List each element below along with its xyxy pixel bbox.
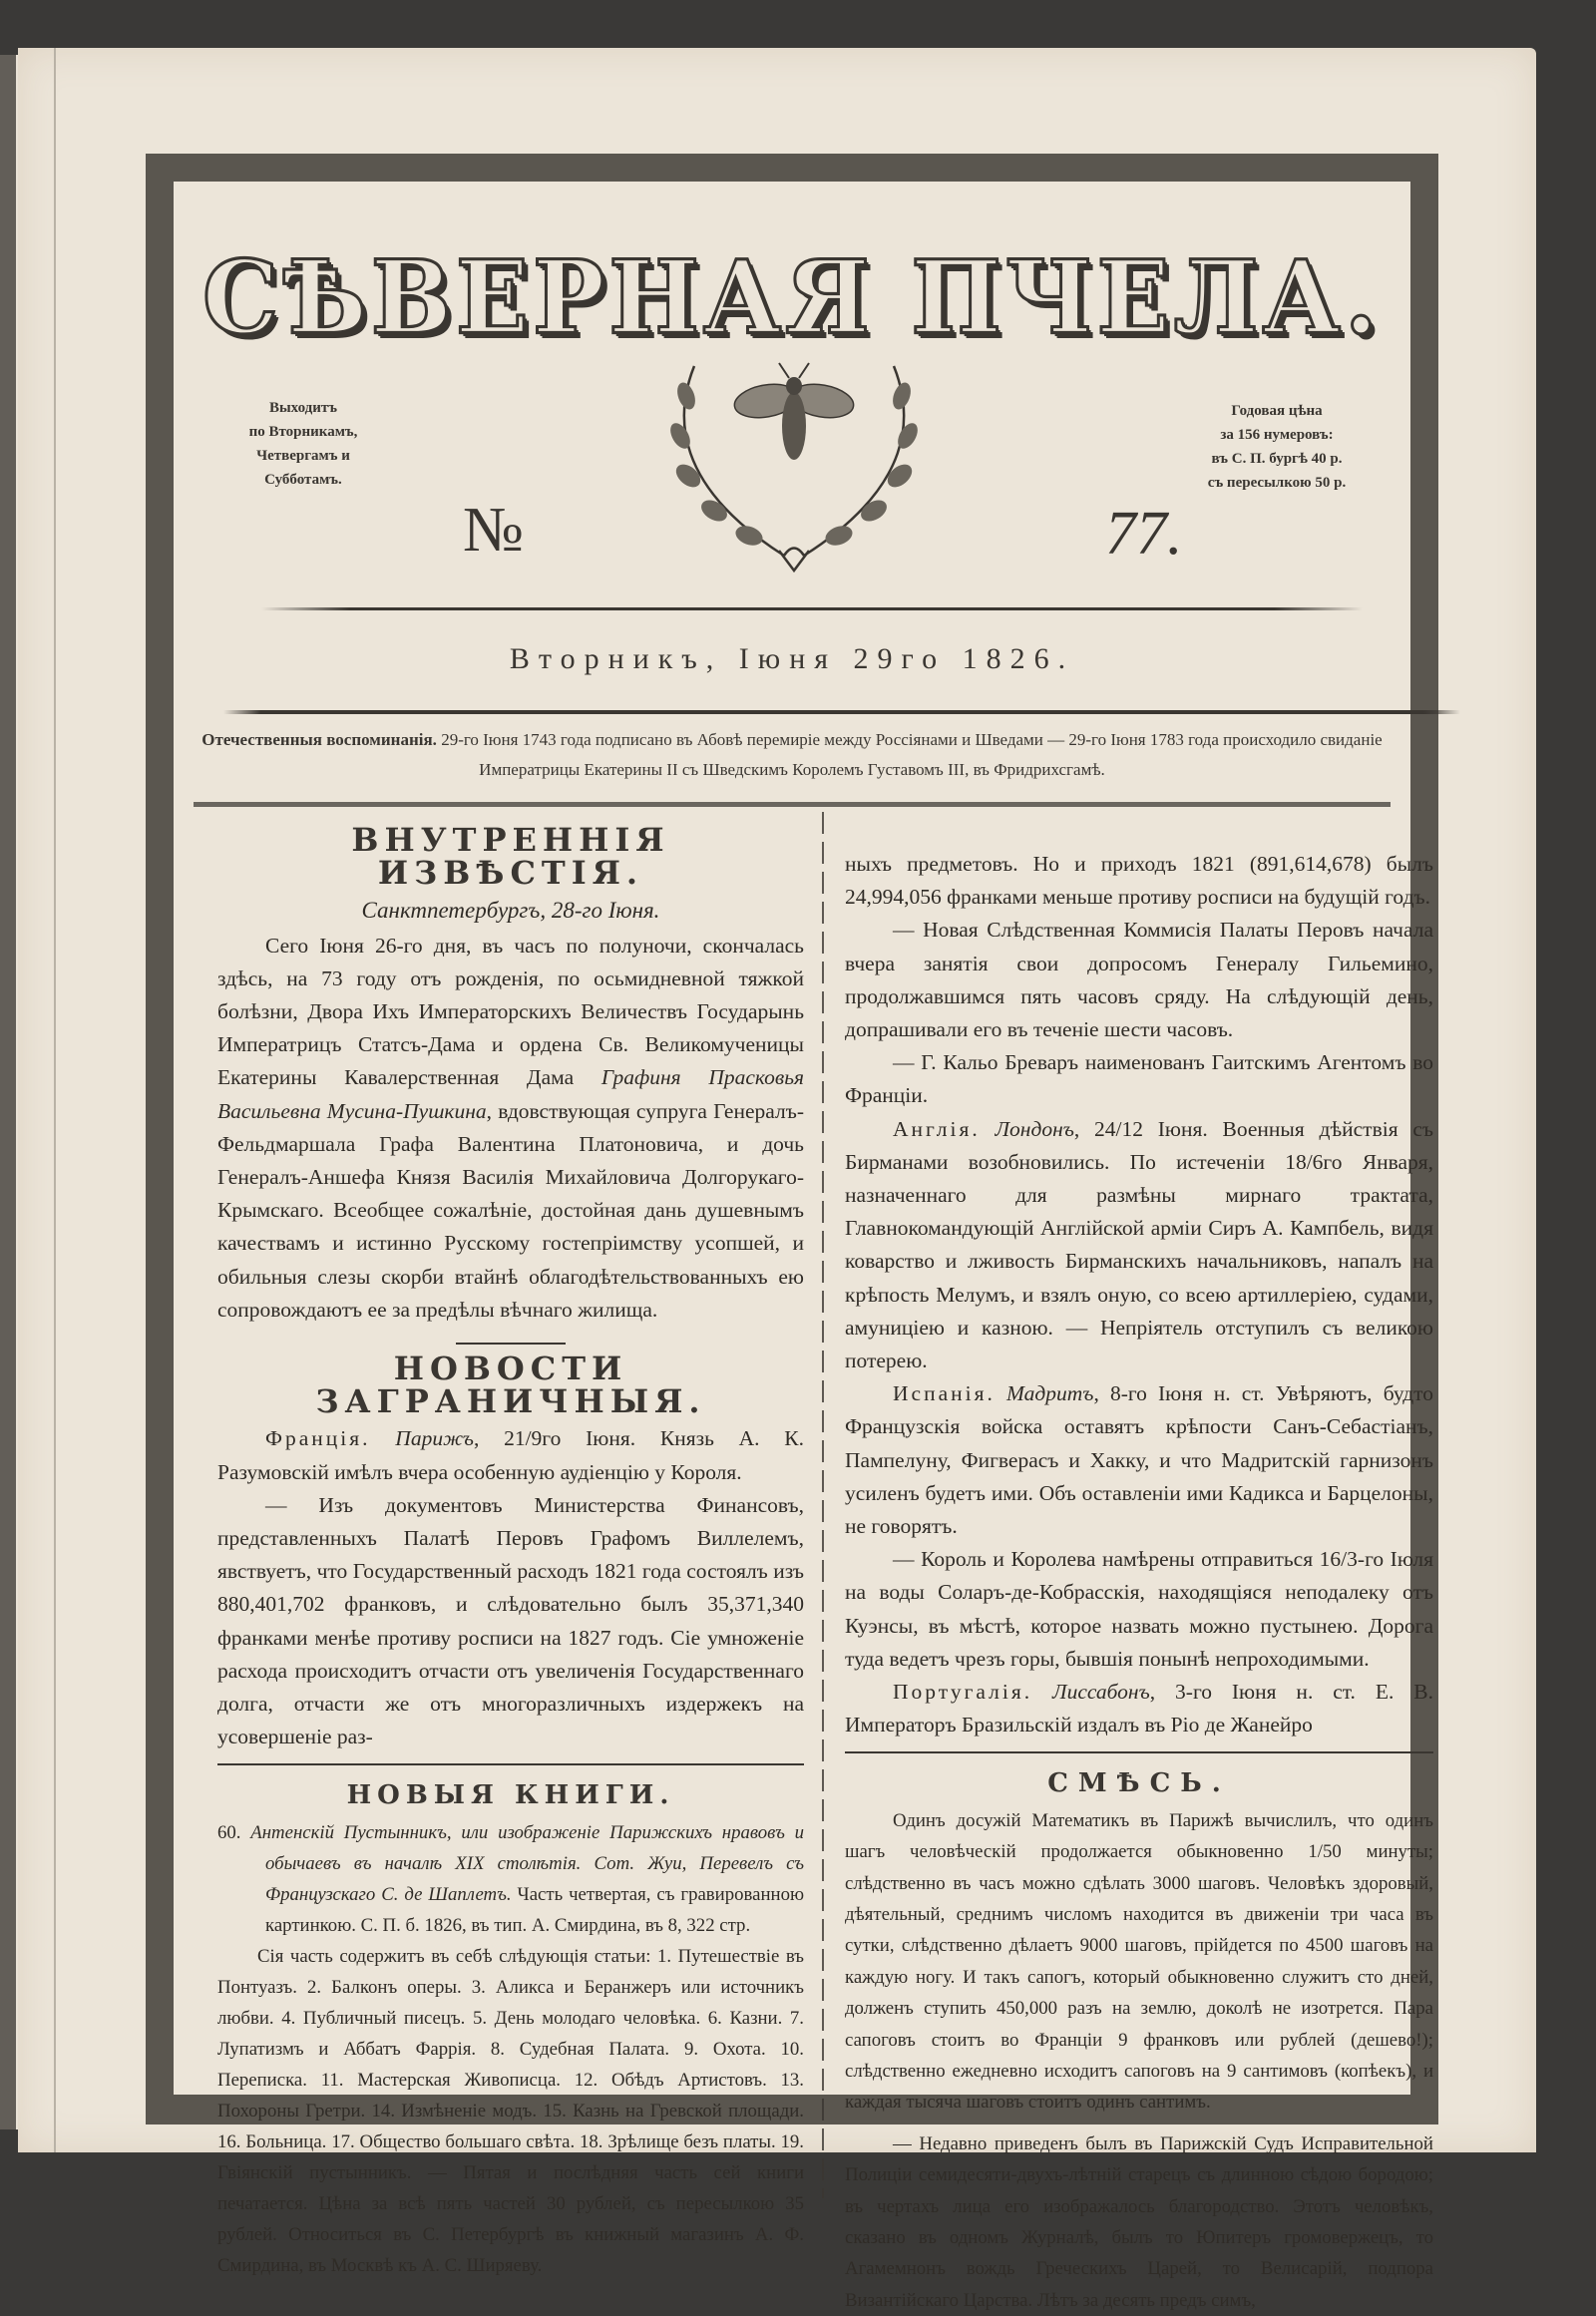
newspaper-title: СѢВЕРНАЯ ПЧЕЛА. bbox=[201, 238, 1383, 357]
article-text: Князь А. К. Разумовскій имѣлъ вчера особенную аудіенцію у Короля. bbox=[217, 1426, 805, 1484]
dateline: , 3-го Іюня н. ст. bbox=[1149, 1680, 1356, 1705]
city-label: Парижъ bbox=[395, 1426, 474, 1451]
article-text: Сего Іюня 26-го дня, въ часъ по полуночи, скончалась здѣсь, на 73 году отъ рожденія, по осьмидневной тяжкой болѣзни, Двора Ихъ Императорскихъ Величествъ Государынь Императрицъ Статсъ-Дама и ордена Св. Великомученицы Екатерины Кавалерственная Дама bbox=[217, 933, 804, 1090]
book-entry bbox=[217, 1817, 804, 1941]
domestic-article bbox=[217, 930, 804, 1327]
right-column bbox=[845, 820, 1433, 2316]
price-line: съ пересылкою 50 р. bbox=[1207, 475, 1347, 491]
previous-page-border bbox=[0, 55, 16, 2129]
publication-schedule bbox=[223, 396, 383, 492]
country-label: Испанія. bbox=[893, 1381, 996, 1406]
article-name: Графиня Прасковья Васильевна Мусина-Пушкина bbox=[217, 1065, 804, 1123]
schedule-line: по Вторникамъ, bbox=[248, 424, 358, 440]
price-line: за 156 нумеровъ: bbox=[1220, 427, 1334, 443]
subscription-price bbox=[1177, 399, 1377, 495]
domestic-dateline: Санктпетербургъ, 28-го Іюня. bbox=[361, 898, 660, 924]
issue-date: Вторникъ, Іюня 29го 1826. bbox=[509, 642, 1075, 675]
book-title: Антенскій Пустынникъ, или изображеніе Парижскихъ нравовъ и обычаевъ въ началѣ XIX столѣтія. Сот. Жуи, Перевелъ съ Французскаго С. де Шаплетъ. bbox=[250, 1821, 804, 1905]
issue-number-label: № bbox=[463, 494, 525, 565]
book-details: Часть четвертая, съ гравированною картинкою. С. П. б. 1826, въ тип. А. Смирдина, въ 8, 322 стр. bbox=[265, 1883, 804, 1936]
england-article bbox=[845, 1113, 1433, 1378]
column-divider bbox=[822, 812, 824, 2198]
memories-text: 29-го Іюня 1743 года подписано въ Абовѣ перемиріе между Россіянами и Шведами — 29-го Іюня 1783 года происходило свиданіе Императрицы Екатерины II съ Шведскимъ Королемъ Густавомъ III, въ Фридрихсгамѣ. bbox=[441, 730, 1383, 779]
article-text: , вдовствующая супруга Генералъ-Фельдмаршала Графа Валентина Платоновича, и дочь Генералъ-Аншефа Князя Василія Михайловича Долгорукаго-Крымскаго. Всеобщее сожалѣніе, достойная дань душевнымъ качествамъ и истинно Русскому гостепріимству усопшей, и обильныя слезы скорби втайнѣ облагодѣтельствованныхъ ею сопровождаютъ ее за предѣлы вѣчнаго жилища. bbox=[217, 1098, 804, 1322]
price-line: въ С. П. бургѣ 40 р. bbox=[1211, 451, 1343, 467]
schedule-line: Выходитъ bbox=[268, 400, 338, 416]
masthead-rule bbox=[261, 607, 1363, 610]
section-rule bbox=[456, 1343, 566, 1345]
city-label: Лондонъ bbox=[995, 1116, 1074, 1141]
country-label: Англія. bbox=[893, 1116, 981, 1141]
issue-number: 77. bbox=[1105, 500, 1183, 568]
bee-wreath-icon bbox=[654, 356, 934, 576]
new-books-heading: НОВЫЯ КНИГИ. bbox=[346, 1780, 675, 1811]
foreign-news-heading: НОВОСТИ ЗАГРАНИЧНЫЯ. bbox=[315, 1350, 706, 1421]
continued-article: ныхъ предметовъ. Но и приходъ 1821 (891,614,678) былъ 24,994,056 франками меньше противу росписи на будущій годъ. bbox=[845, 852, 1433, 910]
newspaper-page bbox=[18, 48, 1536, 2311]
schedule-line: Субботамъ. bbox=[264, 472, 342, 488]
miscellany-article: — Недавно приведенъ былъ въ Парижскій Судъ Исправительной Полиціи семидесяти-двухъ-лѣтній старецъ съ длинною сѣдою бородою; въ чертахъ лица его изображалось благородство. Этотъ человѣкъ, сказано въ одномъ Журналѣ, былъ то Юпитеръ громовержецъ, то Агамемнонъ вождь Греческихъ Царей, то Велисарій, подпора Византійскаго Царства. Лѣтъ за десять предъ симъ, bbox=[845, 2132, 1433, 2311]
book-number: 60. bbox=[217, 1821, 241, 1843]
miscellany-section bbox=[845, 1805, 1433, 2316]
previous-page-edge bbox=[0, 55, 18, 2129]
portugal-article bbox=[845, 1676, 1433, 1741]
article-text: Е. В. Императоръ Бразильскій издалъ въ Ріо де Жанейро bbox=[845, 1680, 1433, 1737]
france-finance-article: — Изъ документовъ Министерства Финансовъ, представленныхъ Палатѣ Перовъ Графомъ Виллелемъ, явствуетъ, что Государственный расходъ 1821 года состоялъ изъ 880,401,702 франковъ, и слѣдовательно былъ 35,371,340 франками менѣе противу росписи на 1827 годъ. Сіе умноженіе расхода происходитъ отчасти отъ увеличенія Государственнаго долга, отчасти же отъ многоразличныхъ издержекъ на усовершеніе раз- bbox=[217, 1492, 804, 1749]
dateline: , 24/12 Іюня. bbox=[1073, 1116, 1208, 1141]
spain-royal-article: — Король и Королева намѣрены отправиться 16/3-го Іюля на воды Соларъ-де-Кобрасскія, находящіяся неподалеку отъ Куэнсы, въ мѣстѣ, которое назвать можно пустынею. Дорога туда ведетъ чрезъ горы, бывшія понынѣ непроходимыми. bbox=[845, 1547, 1433, 1671]
dateline: , 8-го Іюня н. ст. bbox=[1093, 1381, 1265, 1406]
spain-article bbox=[845, 1377, 1433, 1543]
page-frame bbox=[146, 154, 1438, 2311]
country-label: Франція. bbox=[265, 1426, 371, 1451]
section-rule bbox=[845, 1751, 1433, 1753]
article-text: Увѣряютъ, будто Французскія войска оставятъ крѣпости Санъ-Себастіанъ, Пампелуну, Фигверасъ и Хакку, и что Мадритскій гарнизонъ усиленъ будетъ ими. Объ оставленіи ими Кадикса и Барцелоны, не говорятъ. bbox=[845, 1381, 1434, 1539]
city-label: Мадритъ bbox=[1006, 1381, 1094, 1406]
france-article bbox=[217, 1422, 804, 1488]
price-line: Годовая цѣна bbox=[1231, 403, 1323, 419]
agent-article: — Г. Кальо Бреваръ наименованъ Гаитскимъ Агентомъ во Франціи. bbox=[845, 1050, 1433, 1108]
new-books-section bbox=[217, 1817, 804, 2281]
date-rule bbox=[223, 710, 1460, 714]
page-fold-line bbox=[54, 48, 56, 2152]
country-label: Португалія. bbox=[893, 1680, 1033, 1705]
section-rule bbox=[217, 1763, 804, 1765]
dateline: , 21/9го Іюня. bbox=[473, 1426, 636, 1451]
miscellany-heading: СМѢСЬ. bbox=[1047, 1768, 1231, 1799]
book-contents: Сія часть содержитъ въ себѣ слѣдующія статьи: 1. Путешествіе въ Понтуазъ. 2. Балконъ оперы. 3. Аликса и Беранжеръ или источникъ любви. 4. Публичный писецъ. 5. День молодаго человѣка. 6. Казни. 7. Лупатизмъ и Аббатъ Фаррія. 8. Судебная Палата. 9. Охота. 10. Переписка. 11. Мастерская Живописца. 12. Обѣдъ Артистовъ. 13. Похороны Гретри. 14. Измѣненіе модъ. 15. Казнь на Гревской площади. 16. Больница. 17. Общество большаго свѣта. 18. Зрѣлище безъ платы. 19. Гвіянскій пустынникъ. — Пятая и послѣдняя часть сей книги печатается. Цѣна за всѣ пять частей 30 рублей, съ пересылкою 35 рублей. Относиться въ С. Петербургѣ въ книжный магазинъ А. Ф. Смирдина, въ Москвѣ къ А. С. Ширяеву. bbox=[217, 1945, 804, 2276]
left-column bbox=[217, 820, 804, 2281]
miscellany-article: Одинъ досужій Математикъ въ Парижѣ вычислилъ, что одинъ шагъ человѣческій продолжается обыкновенно 1/50 минуты; слѣдственно въ часъ можно сдѣлать 3000 шаговъ. Человѣкъ здоровый, дѣятельный, среднимъ числомъ находится въ движеніи три часа въ сутки, слѣдственно дѣлаетъ 9000 шаговъ, прійдется по 4500 шаговъ на каждую ногу. И такъ сапогъ, который обыкновенно служитъ сто дней, долженъ ступить 450,000 разъ на землю, доколѣ не изотрется. Пара сапоговъ стоитъ во Франціи 9 франковъ или рублей (дешево!); слѣдственно ежедневно исходитъ сапоговъ на 9 сантимовъ (копѣекъ), и каждая тысяча шаговъ стоитъ одинъ сантимъ. bbox=[845, 1809, 1433, 2114]
schedule-line: Четвергамъ и bbox=[256, 448, 350, 464]
historical-memories bbox=[194, 725, 1391, 785]
memories-label: Отечественныя воспоминанія. bbox=[201, 730, 437, 749]
domestic-news-heading: ВНУТРЕННІЯ ИЗВѢСТІЯ. bbox=[351, 821, 670, 893]
commission-article: — Новая Слѣдственная Коммисія Палаты Перовъ начала вчера занятія свои допросомъ Генералу Гильемино, продолжавшимся пять часовъ сряду. На слѣдующій день, допрашивали его въ теченіе шести часовъ. bbox=[845, 918, 1433, 1042]
city-label: Лиссабонъ bbox=[1052, 1680, 1150, 1705]
article-text: Военныя дѣйствія съ Бирманами возобновились. По истеченіи 18/6го Января, назначеннаго для размѣны мирнаго трактата, Главнокомандующій Англійской арміи Сиръ А. Кампбель, видя коварство и лживость Бирманскихъ начальниковъ, напалъ на крѣпость Мелумъ, и взялъ оную, со всею артиллеріею, судами, амуниціею и казною. — Непріятель отступилъ съ великою потерею. bbox=[845, 1116, 1433, 1373]
columns-top-rule bbox=[194, 802, 1391, 807]
